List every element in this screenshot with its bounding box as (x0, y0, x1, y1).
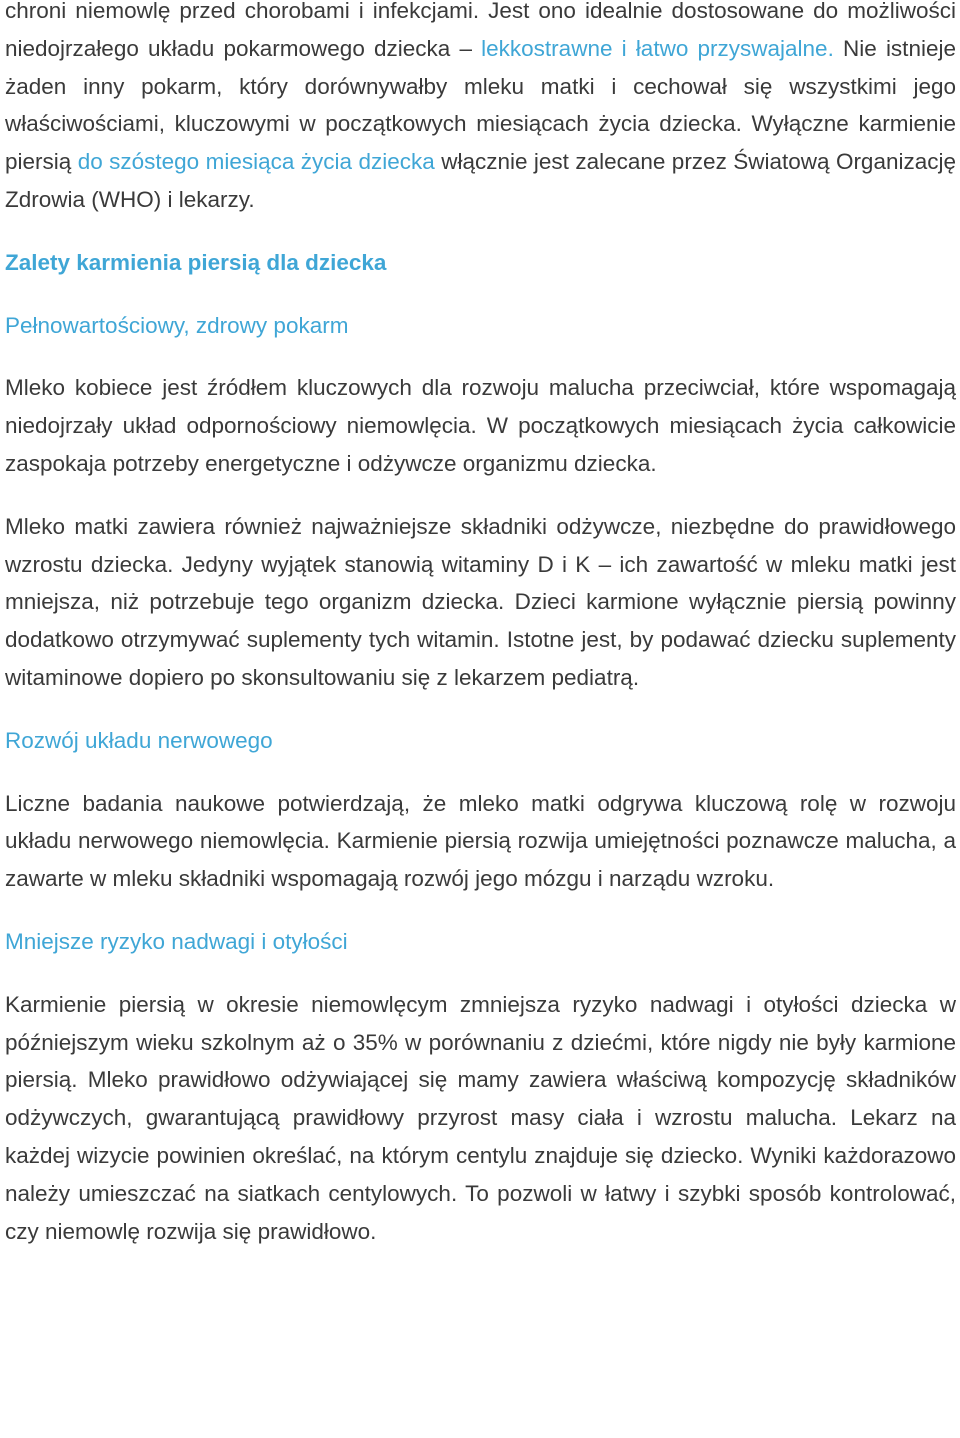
subheading-obesity-risk: Mniejsze ryzyko nadwagi i otyłości (5, 928, 348, 954)
paragraph-nutrients: Mleko matki zawiera również najważniejsze składniki odżywcze, niezbędne do prawidłowego wzrostu dziecka. Jedyny wyjątek stanowią witaminy D i K – ich zawartość w mleku matki jest mniejsza, niż potrzebuje tego organizm dziecka. Dzieci karmione wyłącznie piersią powinny dodatkowo otrzymywać suplementy tych witamin. Istotne jest, by podawać dziecku suplementy witaminowe dopiero po skonsultowaniu się z lekarzem pediatrą. (5, 513, 956, 690)
intro-text-3: włącznie jest zalecane przez Światową Organizację Zdrowia (WHO) i lekarzy. (5, 149, 956, 212)
paragraph-antibodies: Mleko kobiece jest źródłem kluczowych dla rozwoju malucha przeciwciał, które wspomagają niedojrzały układ odpornościowy niemowlęcia. W początkowych miesiącach życia całkowicie zaspokaja potrzeby energetyczne i odżywcze organizmu dziecka. (5, 375, 956, 476)
subheading-full-value-food: Pełnowartościowy, zdrowy pokarm (5, 312, 349, 338)
paragraph-nervous-system: Liczne badania naukowe potwierdzają, że mleko matki odgrywa kluczową rolę w rozwoju układu nerwowego niemowlęcia. Karmienie piersią rozwija umiejętności poznawcze malucha, a zawarte w mleku składniki wspomagają rozwój jego mózgu i narządu wzroku. (5, 790, 956, 892)
intro-text-2: Nie istnieje żaden inny pokarm, który dorównywałby mleku matki i cechował się wszystkimi jego właściwościami, kluczowymi w początkowych miesiącach życia dziecka. Wyłączne karmienie piersią (5, 35, 956, 175)
section-title: Zalety karmienia piersią dla dziecka (5, 249, 387, 275)
link-easily-digestible[interactable]: lekkostrawne i łatwo przyswajalne. (481, 35, 834, 61)
paragraph-obesity-risk: Karmienie piersią w okresie niemowlęcym zmniejsza ryzyko nadwagi i otyłości dziecka w późniejszym wieku szkolnym aż o 35% w porównaniu z dziećmi, które nigdy nie były karmione piersią. Mleko prawidłowo odżywiającej się mamy zawiera właściwą kompozycję składników odżywczych, gwarantującą prawidłowy przyrost masy ciała i wzrostu malucha. Lekarz na każdej wizycie powinien określać, na którym centylu znajduje się dziecko. Wyniki każdorazowo należy umieszczać na siatkach centylowych. To pozwoli w łatwy i szybki sposób kontrolować, czy niemowlę rozwija się prawidłowo. (5, 991, 956, 1244)
intro-text-1: chroni niemowlę przed chorobami i infekcjami. Jest ono idealnie dostosowane do możliwości niedojrzałego układu pokarmowego dziecka – (5, 0, 956, 61)
intro-paragraph (5, 0, 956, 219)
link-six-months[interactable]: do szóstego miesiąca życia dziecka (77, 149, 435, 175)
subheading-nervous-system: Rozwój układu nerwowego (5, 727, 273, 753)
